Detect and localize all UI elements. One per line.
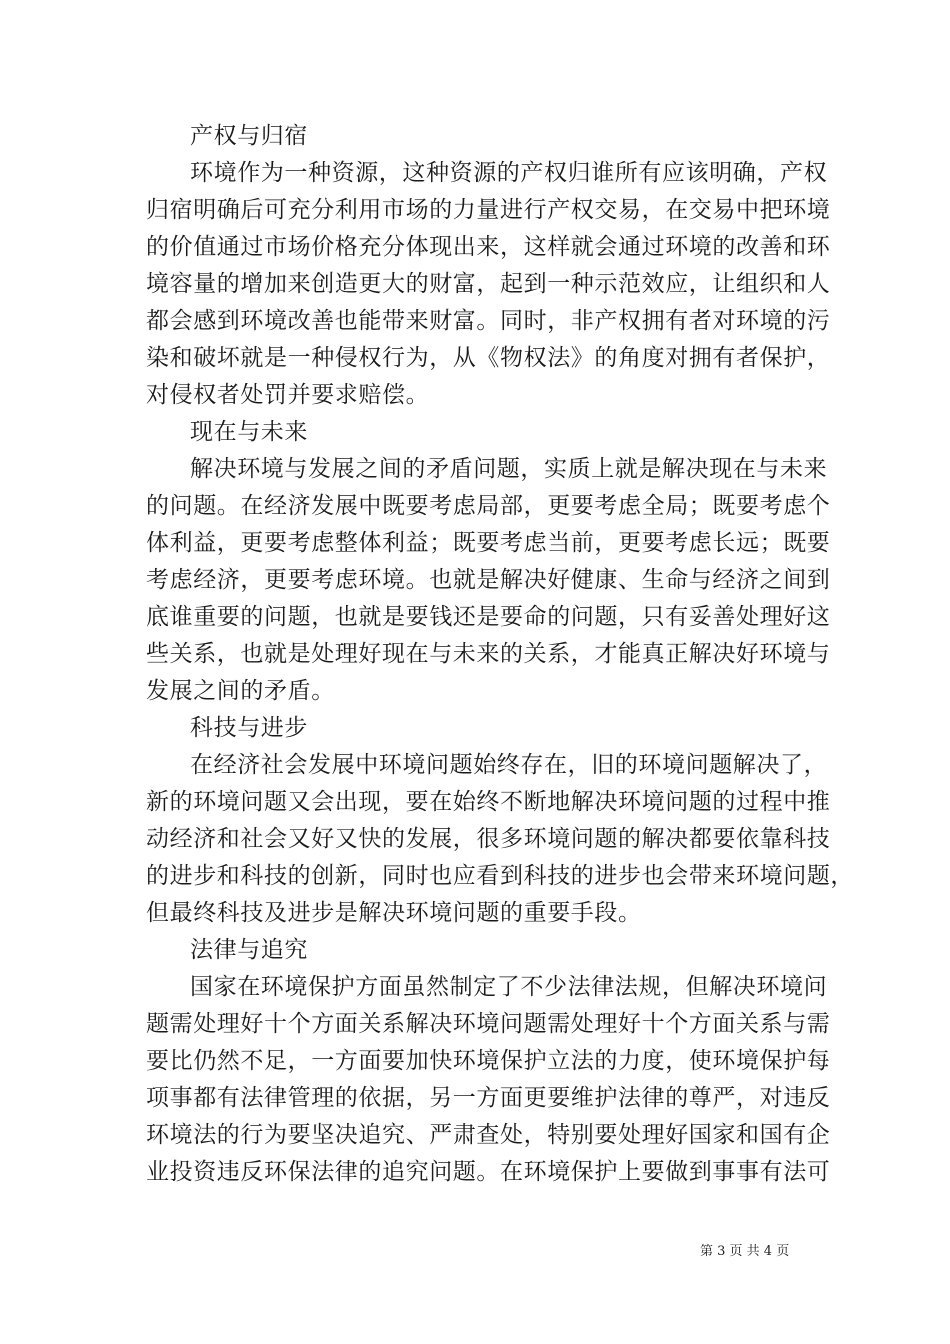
paragraph-line: 考虑经济，更要考虑环境。也就是解决好健康、生命与经济之间到 [146,567,831,593]
section-heading-present-future: 现在与未来 [190,419,308,445]
paragraph-line: 的问题。在经济发展中既要考虑局部，更要考虑全局；既要考虑个 [146,493,831,519]
paragraph-line: 在经济社会发展中环境问题始终存在，旧的环境问题解决了， [190,752,828,778]
paragraph-line: 发展之间的矛盾。 [146,678,335,704]
paragraph-line: 业投资违反环保法律的追究问题。在环境保护上要做到事事有法可 [146,1159,831,1185]
section-heading-law: 法律与追究 [190,937,308,963]
paragraph-line: 环境作为一种资源，这种资源的产权归谁所有应该明确，产权 [190,160,828,186]
paragraph-line: 题需处理好十个方面关系解决环境问题需处理好十个方面关系与需 [146,1011,831,1037]
page-number-footer: 第 3 页 共 4 页 [700,1244,790,1259]
paragraph-line: 都会感到环境改善也能带来财富。同时，非产权拥有者对环境的污 [146,308,831,334]
paragraph-line: 的进步和科技的创新，同时也应看到科技的进步也会带来环境问题， [146,863,854,889]
paragraph-line: 的价值通过市场价格充分体现出来，这样就会通过环境的改善和环 [146,234,831,260]
paragraph-line: 项事都有法律管理的依据，另一方面更要维护法律的尊严，对违反 [146,1085,831,1111]
paragraph-line: 染和破坏就是一种侵权行为，从《物权法》的角度对拥有者保护， [146,345,831,371]
paragraph-line: 国家在环境保护方面虽然制定了不少法律法规，但解决环境问 [190,974,828,1000]
paragraph-line: 体利益，更要考虑整体利益；既要考虑当前，更要考虑长远；既要 [146,530,831,556]
section-heading-technology: 科技与进步 [190,715,308,741]
section-heading-property-rights: 产权与归宿 [190,123,308,149]
paragraph-line: 归宿明确后可充分利用市场的力量进行产权交易，在交易中把环境 [146,197,831,223]
paragraph-line: 解决环境与发展之间的矛盾问题，实质上就是解决现在与未来 [190,456,828,482]
paragraph-line: 底谁重要的问题，也就是要钱还是要命的问题，只有妥善处理好这 [146,604,831,630]
paragraph-line: 境容量的增加来创造更大的财富，起到一种示范效应，让组织和人 [146,271,831,297]
paragraph-line: 新的环境问题又会出现，要在始终不断地解决环境问题的过程中推 [146,789,831,815]
paragraph-line: 些关系，也就是处理好现在与未来的关系，才能真正解决好环境与 [146,641,831,667]
paragraph-line: 环境法的行为要坚决追究、严肃查处，特别要处理好国家和国有企 [146,1122,831,1148]
paragraph-line: 动经济和社会又好又快的发展，很多环境问题的解决都要依靠科技 [146,826,831,852]
paragraph-line: 要比仍然不足，一方面要加快环境保护立法的力度，使环境保护每 [146,1048,831,1074]
paragraph-line: 但最终科技及进步是解决环境问题的重要手段。 [146,900,642,926]
paragraph-line: 对侵权者处罚并要求赔偿。 [146,382,430,408]
